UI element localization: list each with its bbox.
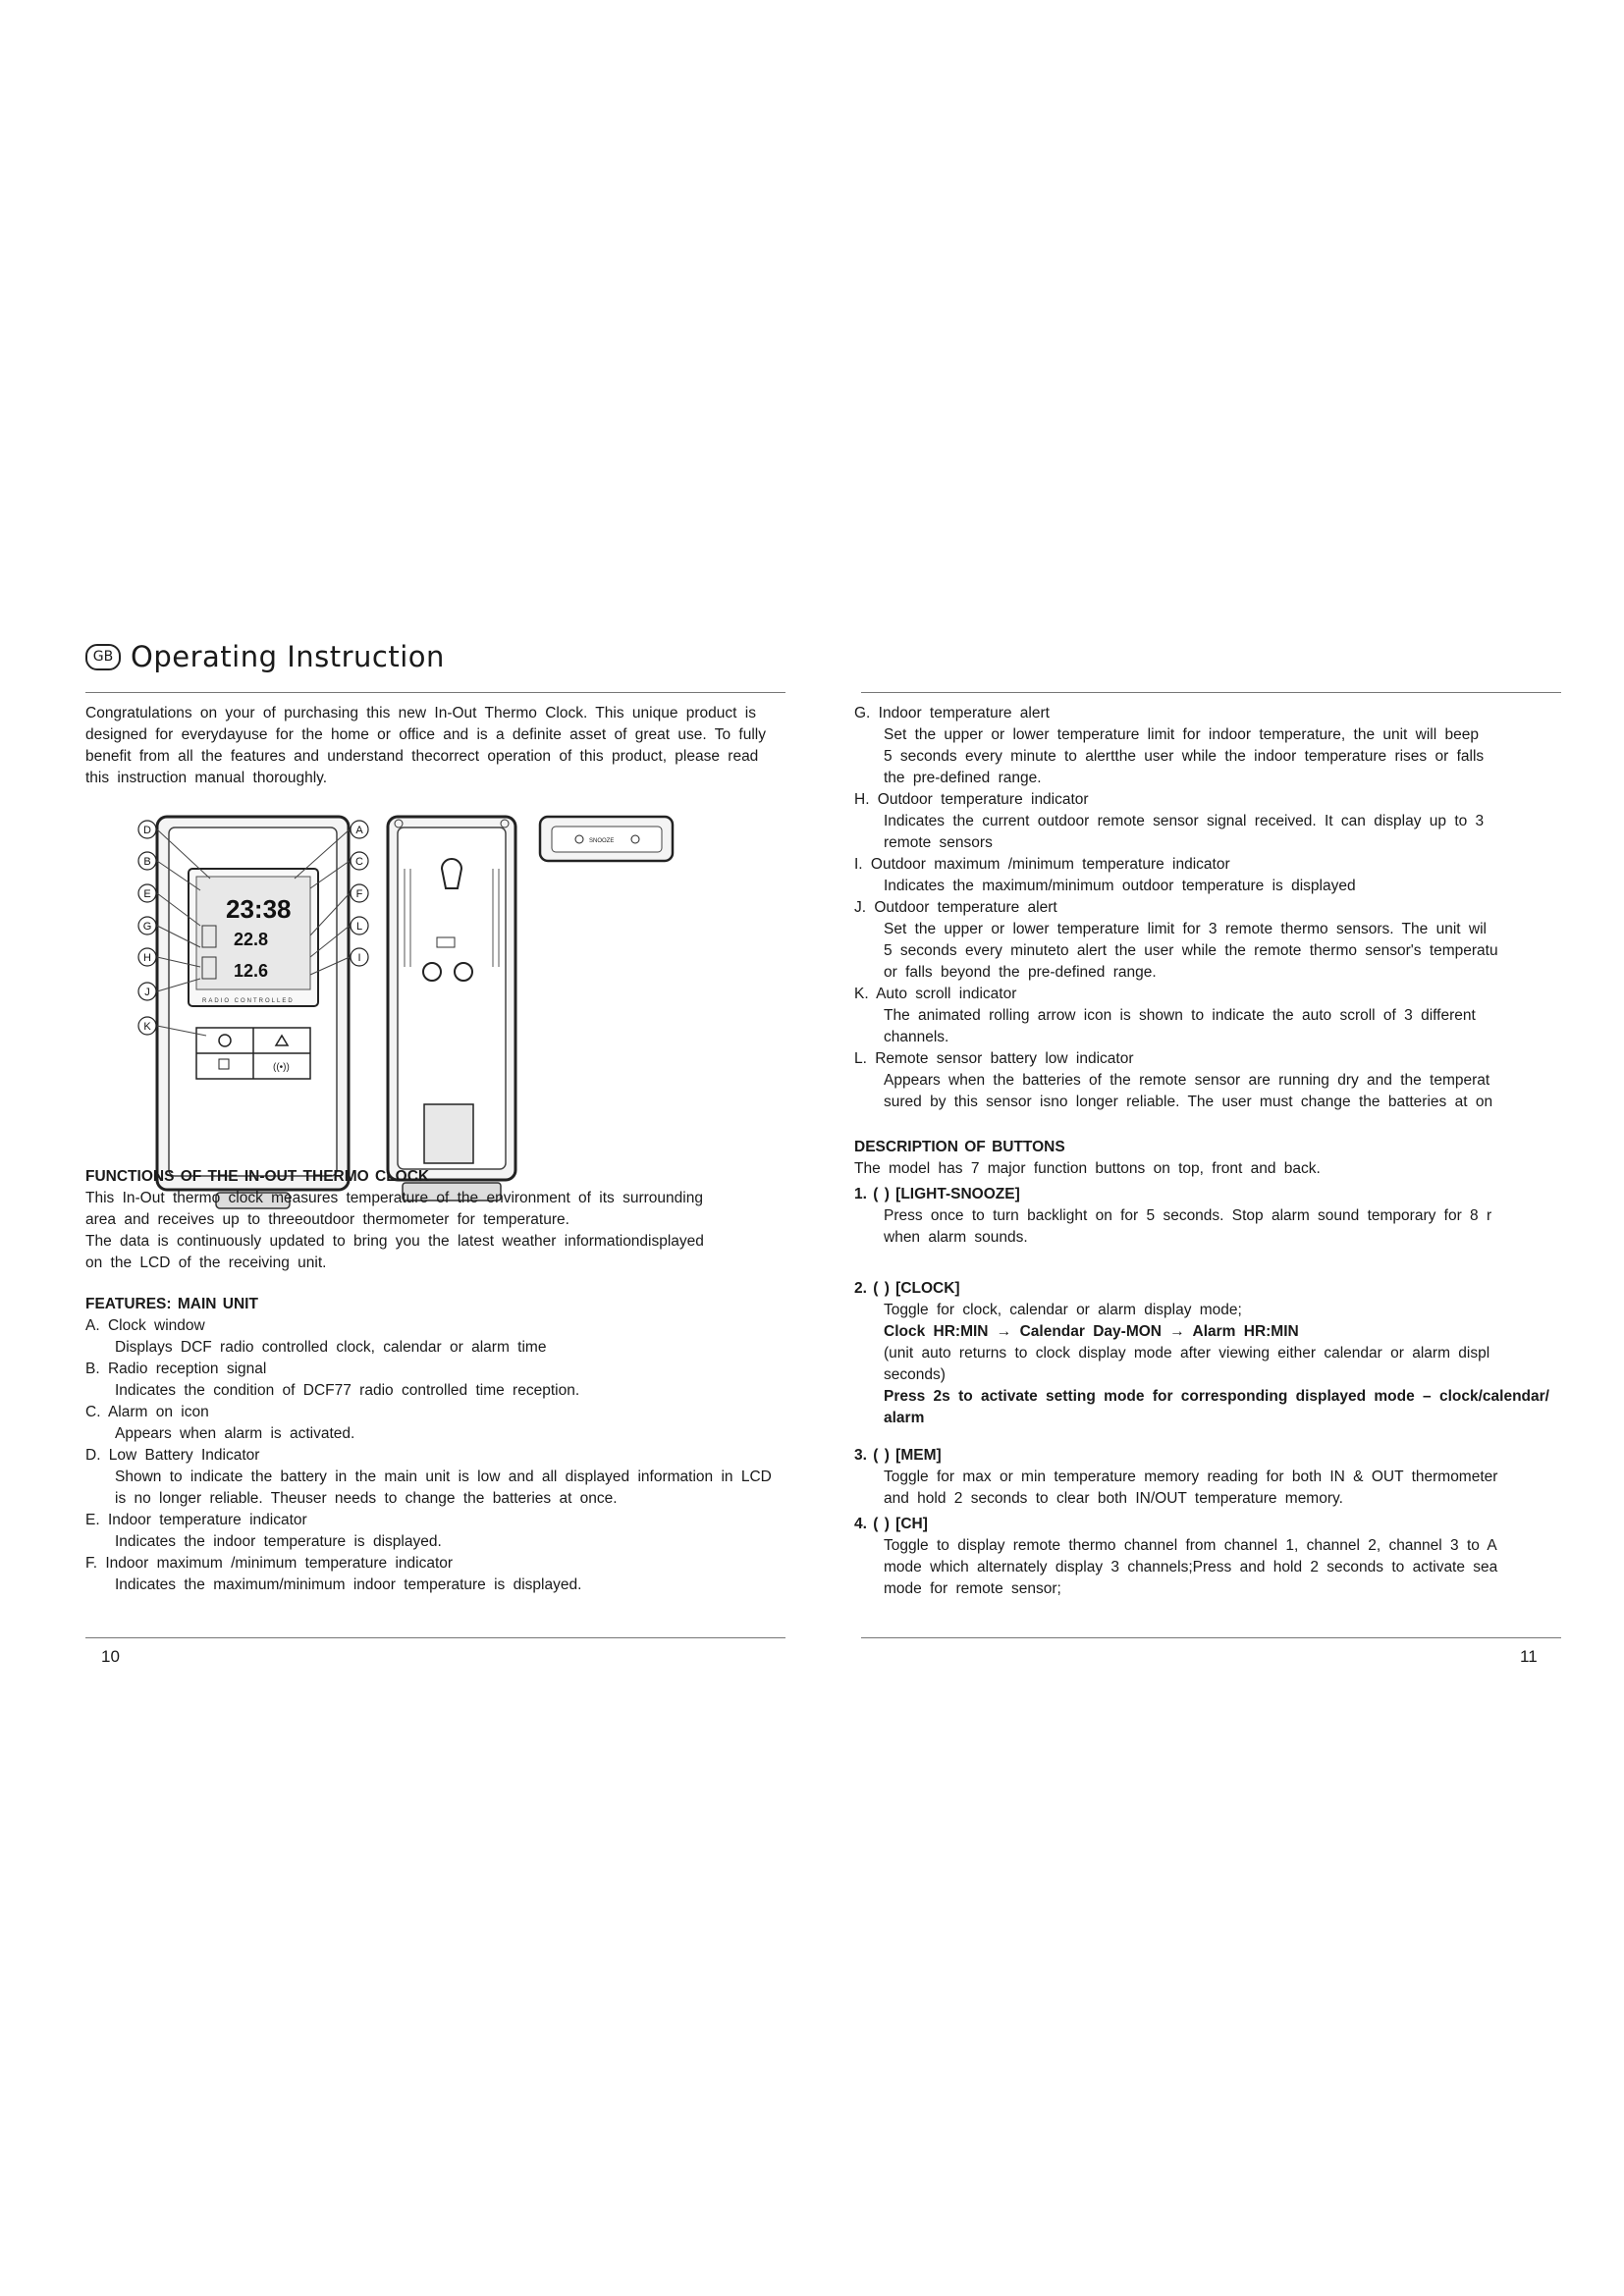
button-2-title: 2. ( ) [CLOCK] (854, 1280, 960, 1297)
top-snooze-label: SNOOZE (589, 838, 615, 844)
feature-desc: 5 seconds every minute to alertthe user while the indoor temperature rises or falls (884, 748, 1485, 765)
feature-desc: is no longer reliable. Theuser needs to change the batteries at once. (115, 1490, 618, 1507)
feature-desc: sured by this sensor isno longer reliable. The user must change the batteries at on (884, 1094, 1493, 1110)
callout-f: F (355, 888, 363, 900)
callout-b: B (143, 856, 151, 868)
feature-title: F. Indoor maximum /minimum temperature indicator (85, 1555, 454, 1572)
product-illustration (108, 810, 707, 1222)
lcd-outdoor-temp: 12.6 (234, 961, 269, 981)
bottom-rule-right (861, 1637, 1561, 1638)
callout-c: C (355, 856, 363, 868)
feature-desc: remote sensors (884, 834, 993, 851)
feature-desc: Indicates the indoor temperature is displayed. (115, 1533, 442, 1550)
feature-desc: 5 seconds every minuteto alert the user while the remote thermo sensor's temperatu (884, 942, 1498, 959)
feature-desc: Appears when the batteries of the remote sensor are running dry and the temperat (884, 1072, 1490, 1089)
page-number-right: 11 (1520, 1647, 1538, 1666)
callout-j: J (144, 987, 150, 998)
button-desc: mode for remote sensor; (884, 1580, 1061, 1597)
features-heading: FEATURES: MAIN UNIT (85, 1296, 258, 1312)
callout-i: I (357, 952, 361, 964)
feature-desc: Displays DCF radio controlled clock, calendar or alarm time (115, 1339, 547, 1356)
intro-line: this instruction manual thoroughly. (85, 770, 328, 786)
feature-desc: Indicates the maximum/minimum indoor temperature is displayed. (115, 1576, 582, 1593)
back-unit-drawing (388, 817, 515, 1201)
feature-title: G. Indoor temperature alert (854, 705, 1050, 721)
intro-paragraph (85, 703, 891, 789)
button-desc: Toggle to display remote thermo channel from channel 1, channel 2, channel 3 to A (884, 1537, 1497, 1554)
intro-line: benefit from all the features and understand thecorrect operation of this product, please read (85, 748, 759, 765)
button-sequence: Clock HR:MIN → Calendar Day-MON → Alarm HR:MIN (884, 1323, 1299, 1340)
feature-title: I. Outdoor maximum /minimum temperature indicator (854, 856, 1230, 873)
feature-title: A. Clock window (85, 1317, 205, 1334)
feature-desc: The animated rolling arrow icon is shown to indicate the auto scroll of 3 different (884, 1007, 1476, 1024)
features-section (85, 1294, 930, 1596)
button-desc: Toggle for max or min temperature memory reading for both IN & OUT thermometer (884, 1468, 1498, 1485)
button-desc: seconds) (884, 1366, 946, 1383)
callout-h: H (143, 952, 151, 964)
top-rule-right (861, 692, 1561, 693)
feature-desc: Shown to indicate the battery in the main unit is low and all displayed information in LCD (115, 1468, 772, 1485)
button-desc: Toggle for clock, calendar or alarm display mode; (884, 1302, 1242, 1318)
button-desc: (unit auto returns to clock display mode after viewing either calendar or alarm displ (884, 1345, 1490, 1362)
callout-d: D (143, 825, 151, 836)
lcd-time: 23:38 (226, 894, 292, 924)
bottom-rule-left (85, 1637, 785, 1638)
callout-g: G (142, 921, 152, 933)
feature-desc: Set the upper or lower temperature limit for indoor temperature, the unit will beep (884, 726, 1479, 743)
feature-desc: Indicates the maximum/minimum outdoor temperature is displayed (884, 878, 1356, 894)
feature-title: K. Auto scroll indicator (854, 986, 1017, 1002)
functions-section (85, 1166, 832, 1274)
top-unit-drawing (540, 817, 673, 861)
intro-line: designed for everydayuse for the home or office and is a definite asset of great use. To fully (85, 726, 766, 743)
button-desc: mode which alternately display 3 channels;Press and hold 2 seconds to activate sea (884, 1559, 1498, 1575)
feature-title: L. Remote sensor battery low indicator (854, 1050, 1134, 1067)
feature-title: C. Alarm on icon (85, 1404, 209, 1420)
button-bold-note: alarm (884, 1410, 925, 1426)
feature-title: H. Outdoor temperature indicator (854, 791, 1089, 808)
button-bold-note: Press 2s to activate setting mode for corresponding displayed mode – clock/calendar/ (884, 1388, 1549, 1405)
buttons-section (854, 1137, 1591, 1600)
buttons-intro: The model has 7 major function buttons on top, front and back. (854, 1160, 1321, 1177)
button-desc: and hold 2 seconds to clear both IN/OUT temperature memory. (884, 1490, 1343, 1507)
feature-desc: or falls beyond the pre-defined range. (884, 964, 1157, 981)
front-unit-drawing (138, 817, 368, 1208)
functions-line: This In-Out thermo clock measures temperature of the environment of its surrounding (85, 1190, 703, 1206)
feature-desc: Indicates the condition of DCF77 radio controlled time reception. (115, 1382, 580, 1399)
callout-e: E (143, 888, 151, 900)
feature-desc: Appears when alarm is activated. (115, 1425, 355, 1442)
feature-title: E. Indoor temperature indicator (85, 1512, 307, 1528)
functions-line: The data is continuously updated to bring you the latest weather informationdisplayed (85, 1233, 704, 1250)
page-number-left: 10 (101, 1647, 120, 1666)
functions-line: on the LCD of the receiving unit. (85, 1255, 327, 1271)
button-desc: when alarm sounds. (884, 1229, 1028, 1246)
feature-desc: Set the upper or lower temperature limit for 3 remote thermo sensors. The unit wil (884, 921, 1487, 937)
button-desc: Press once to turn backlight on for 5 seconds. Stop alarm sound temporary for 8 r (884, 1207, 1492, 1224)
intro-line: Congratulations on your of purchasing this new In-Out Thermo Clock. This unique product is (85, 705, 756, 721)
feature-title: J. Outdoor temperature alert (854, 899, 1057, 916)
language-badge: GB (85, 644, 121, 670)
functions-heading: FUNCTIONS OF THE IN-OUT THERMO CLOCK (85, 1168, 430, 1185)
button-3-title: 3. ( ) [MEM] (854, 1447, 942, 1464)
lcd-indoor-temp: 22.8 (234, 930, 269, 949)
svg-text:((•)): ((•)) (273, 1062, 290, 1073)
feature-desc: channels. (884, 1029, 949, 1045)
feature-title: B. Radio reception signal (85, 1361, 267, 1377)
button-4-title: 4. ( ) [CH] (854, 1516, 928, 1532)
callout-a: A (355, 825, 363, 836)
lcd-caption: RADIO CONTROLLED (202, 998, 295, 1004)
page-title: Operating Instruction (131, 640, 445, 673)
feature-desc: Indicates the current outdoor remote sensor signal received. It can display up to 3 (884, 813, 1485, 829)
buttons-heading: DESCRIPTION OF BUTTONS (854, 1139, 1065, 1155)
button-1-title: 1. ( ) [LIGHT-SNOOZE] (854, 1186, 1020, 1202)
page-header (85, 640, 445, 673)
feature-title: D. Low Battery Indicator (85, 1447, 260, 1464)
callout-l: L (355, 921, 363, 933)
right-features-section (854, 703, 1591, 1113)
callout-k: K (143, 1021, 151, 1033)
feature-desc: the pre-defined range. (884, 770, 1042, 786)
top-rule-left (85, 692, 785, 693)
thermo-clock-drawing (108, 810, 707, 1222)
functions-line: area and receives up to threeoutdoor thermometer for temperature. (85, 1211, 569, 1228)
